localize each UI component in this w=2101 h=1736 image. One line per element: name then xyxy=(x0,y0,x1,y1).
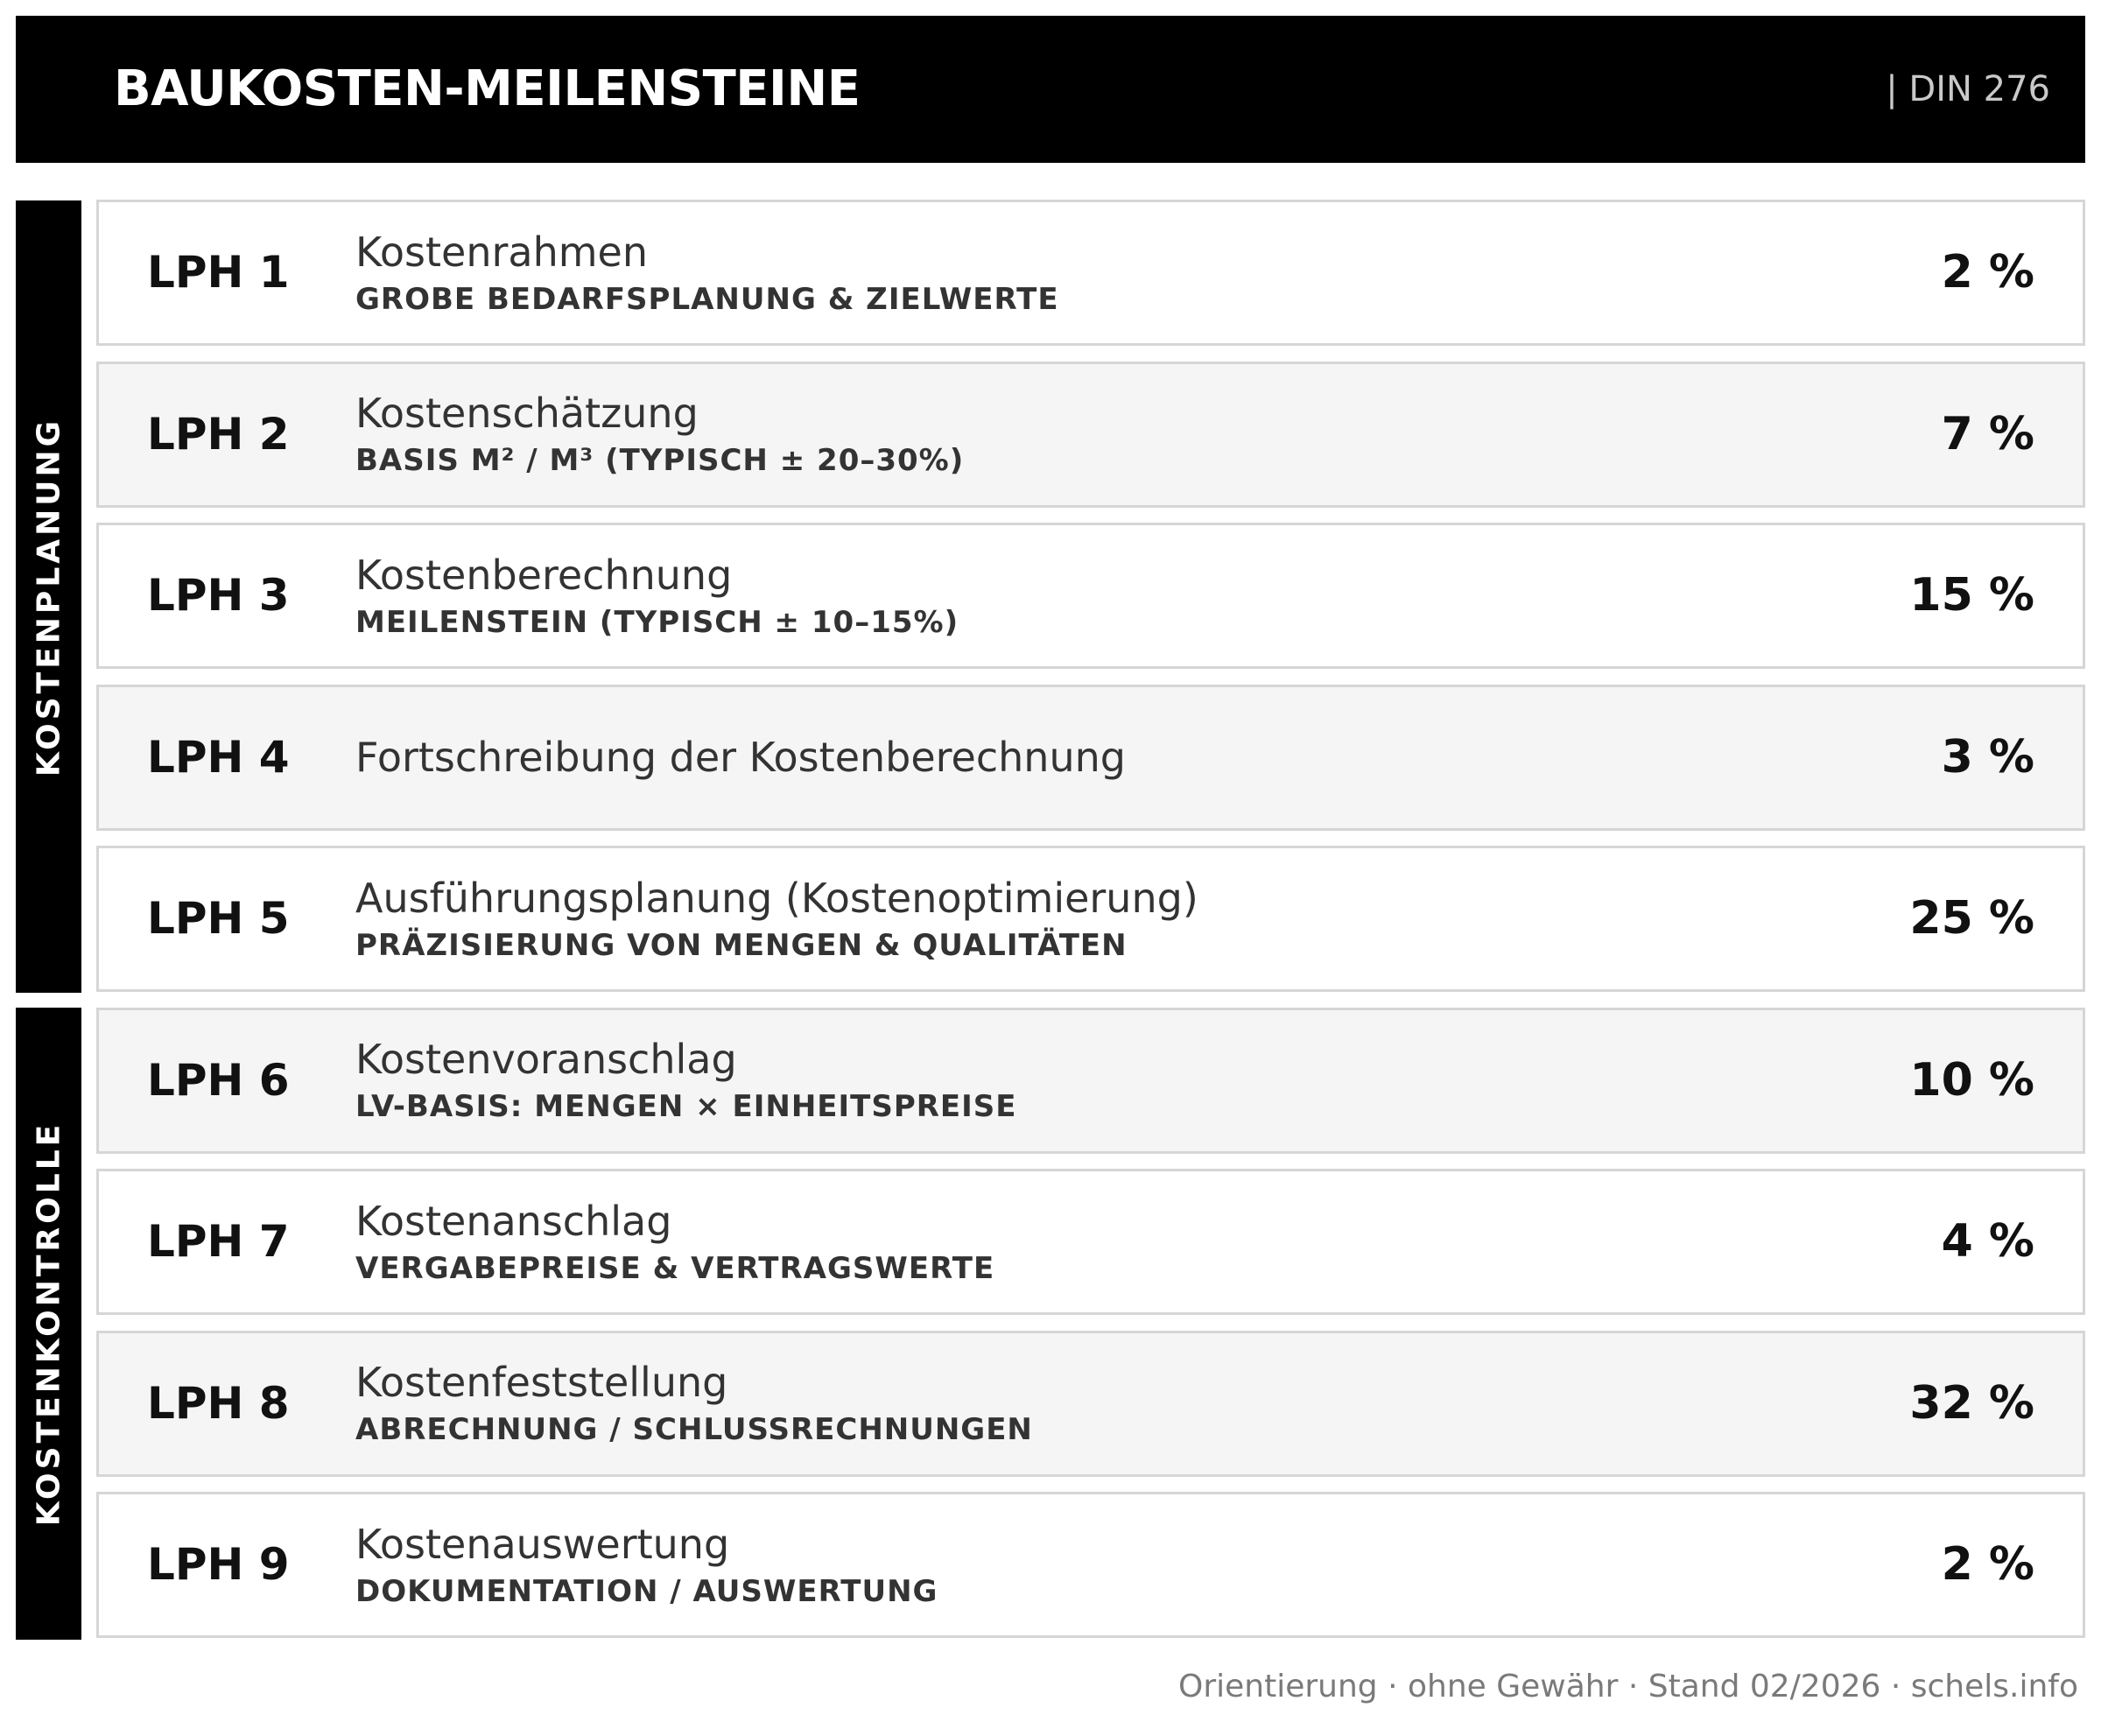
milestone-row-lph8 xyxy=(96,1331,2085,1477)
milestone-title: Fortschreibung der Kostenberechnung xyxy=(355,734,1126,781)
milestone-title: Kostenrahmen xyxy=(355,228,648,276)
milestone-percent: 4 % xyxy=(1941,1215,2034,1268)
milestone-percent: 15 % xyxy=(1909,569,2034,622)
milestone-title: Kostenschätzung xyxy=(355,390,699,437)
header-standard-label: | DIN 276 xyxy=(1886,69,2050,109)
milestone-text xyxy=(355,872,1198,966)
milestone-subtitle: LV-BASIS: MENGEN × EINHEITSPREISE xyxy=(355,1089,1017,1124)
header-bar xyxy=(16,16,2085,163)
phase-label: LPH 2 xyxy=(147,408,290,460)
milestone-subtitle: PRÄZISIERUNG VON MENGEN & QUALITÄTEN xyxy=(355,927,1128,963)
milestone-title: Kostenfeststellung xyxy=(355,1359,728,1406)
phase-label: LPH 9 xyxy=(147,1539,290,1590)
milestone-text xyxy=(355,549,959,643)
milestone-text xyxy=(355,1033,1017,1128)
milestone-percent: 25 % xyxy=(1909,892,2034,945)
milestone-text xyxy=(355,1356,1033,1451)
milestone-percent: 32 % xyxy=(1909,1376,2034,1430)
phase-label: LPH 8 xyxy=(147,1377,290,1429)
phase-label: LPH 4 xyxy=(147,731,290,783)
milestone-title: Kostenberechnung xyxy=(355,551,733,599)
milestone-percent: 10 % xyxy=(1909,1053,2034,1107)
milestone-row-lph1 xyxy=(96,200,2085,346)
milestone-row-lph3 xyxy=(96,523,2085,669)
milestone-text xyxy=(355,731,1126,784)
milestone-subtitle: GROBE BEDARFSPLANUNG & ZIELWERTE xyxy=(355,281,1059,317)
milestone-text xyxy=(355,1518,938,1613)
milestone-title: Kostenauswertung xyxy=(355,1520,730,1568)
milestone-subtitle: MEILENSTEIN (TYPISCH ± 10–15%) xyxy=(355,604,959,640)
milestone-row-lph9 xyxy=(96,1492,2085,1638)
footer-note: Orientierung · ohne Gewähr · Stand 02/2026 · schels.info xyxy=(1178,1669,2078,1704)
milestone-subtitle: BASIS M² / M³ (TYPISCH ± 20–30%) xyxy=(355,443,965,478)
phase-label: LPH 5 xyxy=(147,893,290,944)
section-label-kostenplanung: KOSTENPLANUNG xyxy=(31,417,67,777)
phase-label: LPH 6 xyxy=(147,1054,290,1106)
milestone-subtitle: ABRECHNUNG / SCHLUSSRECHNUNGEN xyxy=(355,1412,1033,1447)
milestone-text xyxy=(355,1195,994,1290)
section-label-kostenkontrolle: KOSTENKONTROLLE xyxy=(31,1121,67,1527)
milestone-subtitle: DOKUMENTATION / AUSWERTUNG xyxy=(355,1573,938,1609)
milestone-subtitle: VERGABEPREISE & VERTRAGSWERTE xyxy=(355,1250,995,1286)
milestone-title: Ausführungsplanung (Kostenoptimierung) xyxy=(355,874,1198,922)
milestone-percent: 2 % xyxy=(1941,1538,2034,1591)
milestone-percent: 7 % xyxy=(1941,407,2034,460)
section-bar-kostenplanung xyxy=(16,200,81,993)
milestone-percent: 2 % xyxy=(1941,246,2034,299)
milestone-row-lph7 xyxy=(96,1169,2085,1315)
milestone-row-lph5 xyxy=(96,846,2085,992)
milestone-text xyxy=(355,226,1059,320)
phase-label: LPH 1 xyxy=(147,247,290,298)
milestone-row-lph2 xyxy=(96,362,2085,508)
milestone-percent: 3 % xyxy=(1941,730,2034,784)
phase-label: LPH 7 xyxy=(147,1216,290,1267)
milestone-list xyxy=(96,200,2085,1654)
milestone-title: Kostenanschlag xyxy=(355,1197,672,1245)
milestone-row-lph6 xyxy=(96,1008,2085,1154)
milestone-text xyxy=(355,387,964,481)
page-title: BAUKOSTEN-MEILENSTEINE xyxy=(114,60,861,117)
milestone-row-lph4 xyxy=(96,685,2085,831)
section-bar-kostenkontrolle xyxy=(16,1008,81,1640)
milestone-title: Kostenvoranschlag xyxy=(355,1036,737,1083)
phase-label: LPH 3 xyxy=(147,570,290,621)
